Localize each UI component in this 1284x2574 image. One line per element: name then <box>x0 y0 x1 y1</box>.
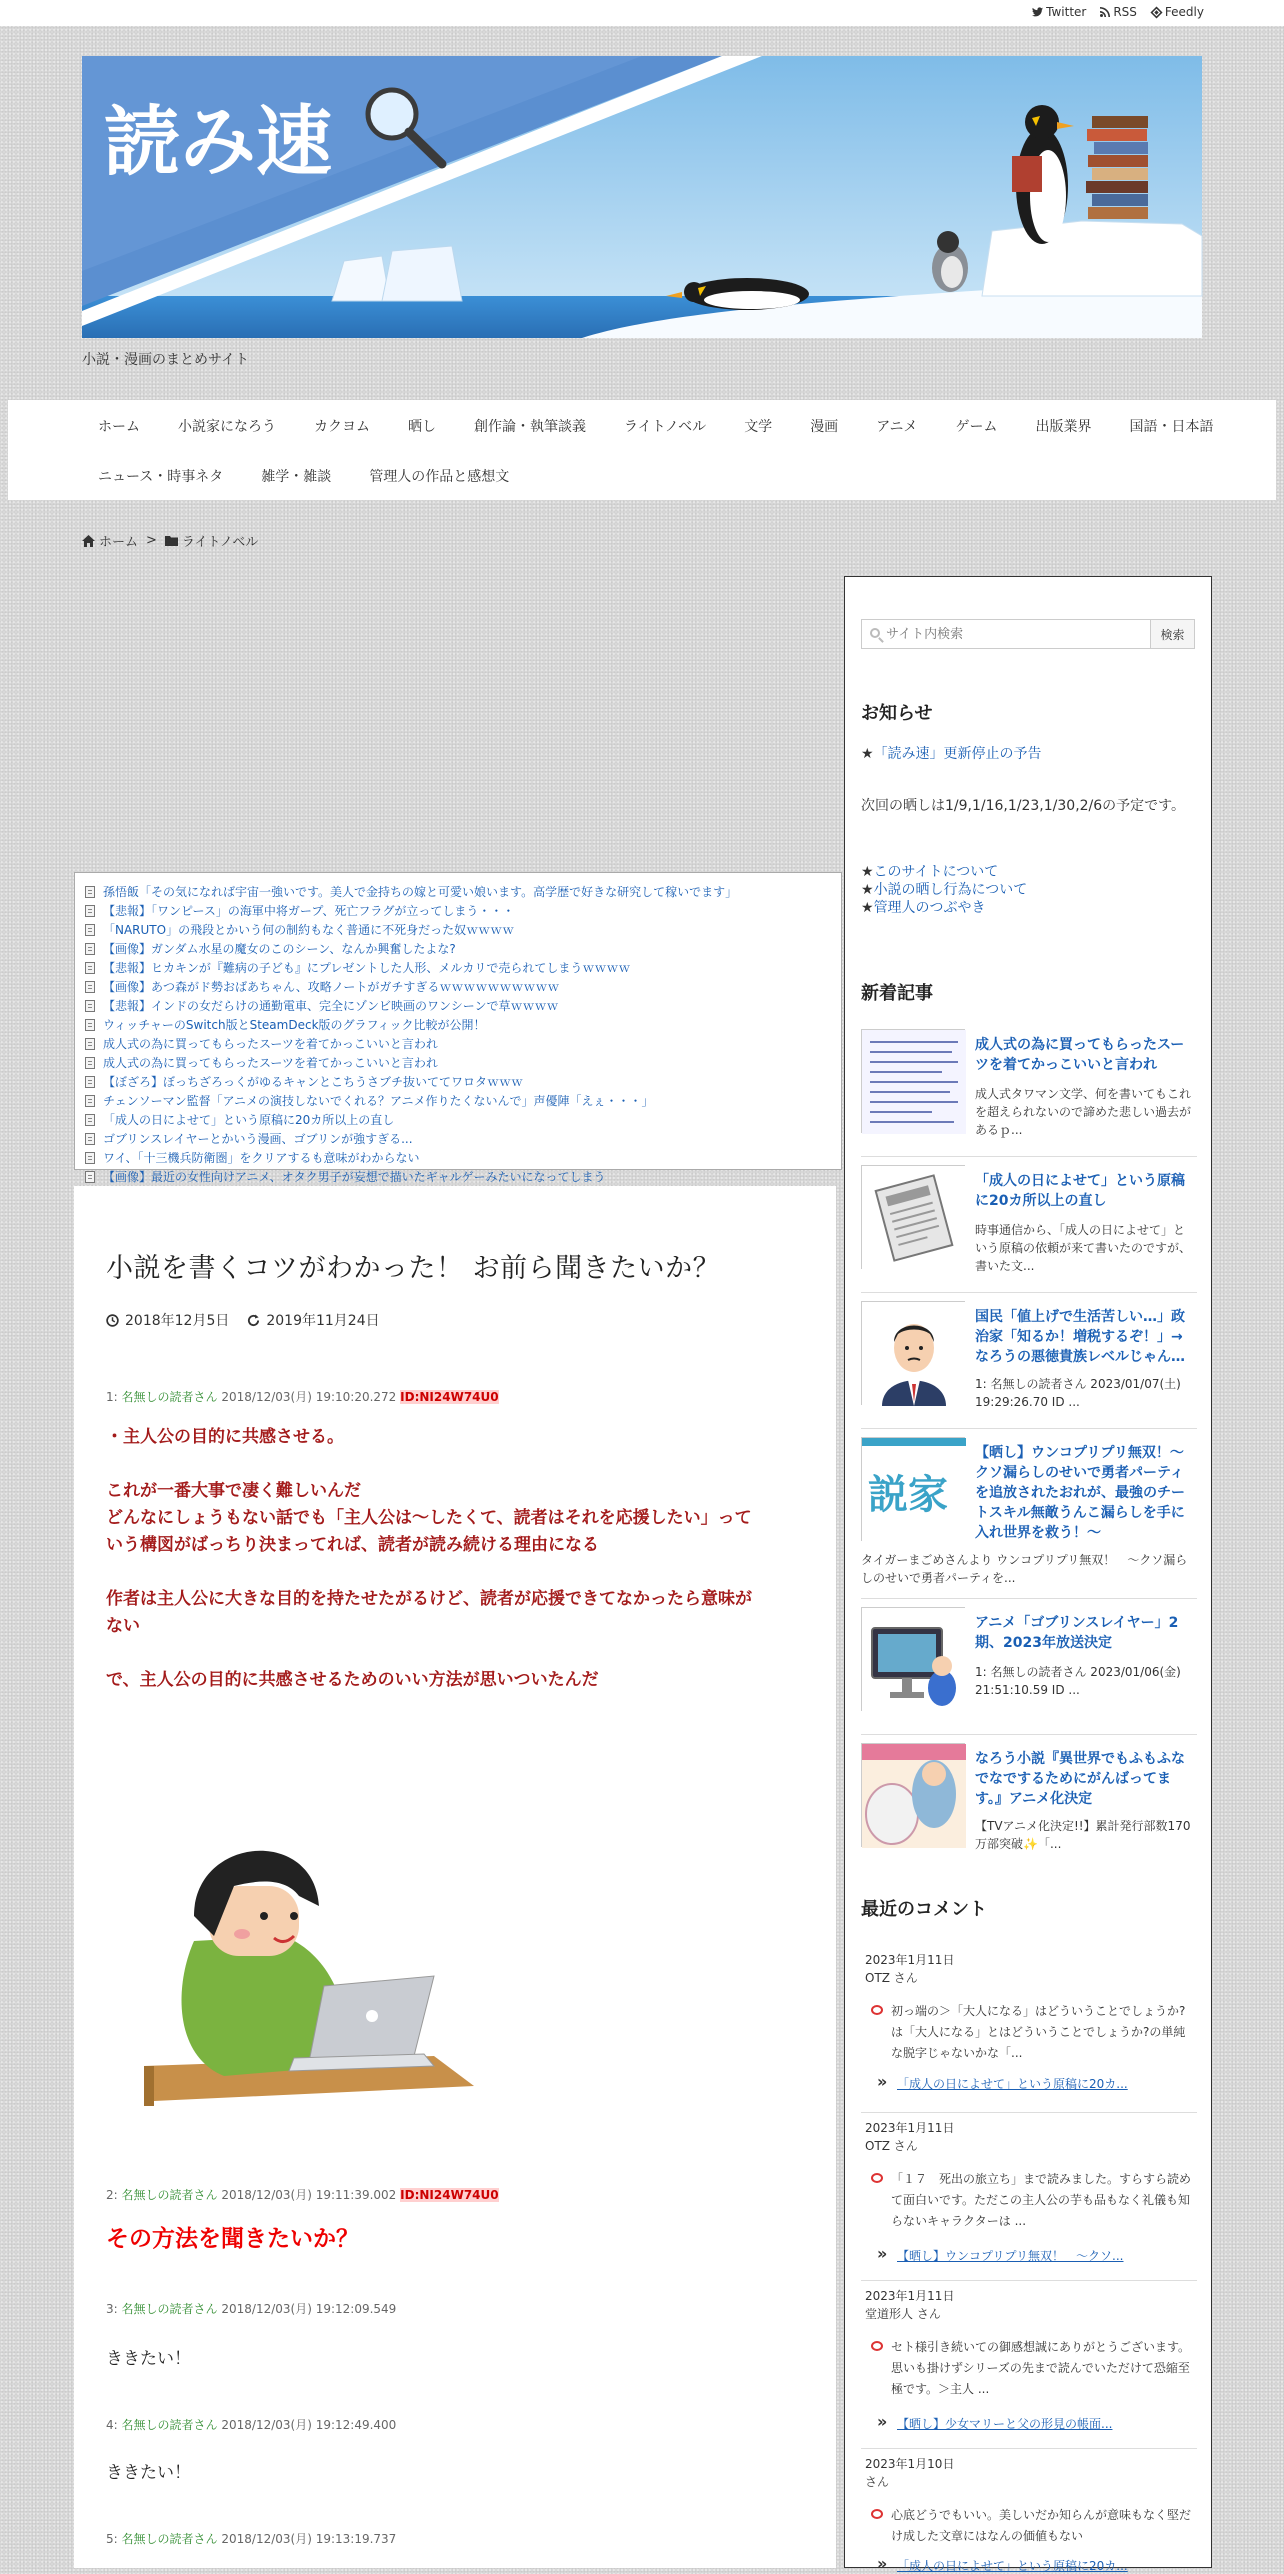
headline-item[interactable]: 孫悟飯「その気になれば宇宙一強いです。美人で金持ちの嫁と可愛い娘います。高学歴で好きな研究して稼いでます」 <box>85 882 831 901</box>
new-article-title[interactable]: 「成人の日によせて」という原稿に20カ所以上の直し <box>975 1173 1185 1209</box>
headline-item[interactable]: 【ぼざろ】ぼっちざろっくがゆるキャンとこちうさブチ抜いててワロタｗｗｗ <box>85 1072 831 1091</box>
document-icon <box>85 981 95 993</box>
rss-link[interactable] <box>1100 5 1137 19</box>
site-tagline: 小説・漫画のまとめサイト <box>82 352 250 368</box>
document-icon <box>85 1000 95 1012</box>
new-article-title[interactable]: 【晒し】ウンコプリプリ無双！〜クソ漏らしのせいで勇者パーティを追放されたおれが、最強のチートスキル無敵うんこ漏らしを手に入れ世界を救う！〜 <box>975 1445 1185 1541</box>
comment-icon <box>871 2341 883 2351</box>
external-headlines <box>74 872 842 1184</box>
new-article-title[interactable]: なろう小説『異世界でもふもふなでなでするためにがんばってます。』アニメ化決定 <box>975 1751 1185 1807</box>
nav-item-news[interactable]: ニュース・時事ネタ <box>98 469 224 485</box>
updated-date: 2019年11月24日 <box>247 1310 379 1330</box>
twitter-icon <box>1032 7 1043 17</box>
recent-comments-heading: 最近のコメント <box>861 1899 987 1920</box>
comment-author: OTZ さん <box>865 2139 918 2153</box>
star-link-item: ★管理人のつぶやき <box>861 900 986 916</box>
comment-date: 2023年1月11日 <box>865 1953 955 1967</box>
nav-item-manga[interactable]: 漫画 <box>810 419 839 435</box>
logo-text: 読み速 <box>104 97 332 186</box>
about-site-link[interactable]: このサイトについて <box>873 864 999 880</box>
site-search <box>861 619 1195 649</box>
global-nav <box>8 400 1276 500</box>
new-article-item[interactable] <box>861 1029 1197 1157</box>
breadcrumb-separator: > <box>146 533 157 548</box>
comment-body: セト様引き続いての御感想誠にありがとうございます。思いも掛けずシリーズの先まで読んでいただけて恐縮至極です。＞主人 ... <box>871 2337 1193 2400</box>
folder-icon <box>165 535 178 546</box>
article-title: 小説を書くコツがわかった！ お前ら聞きたいか？ <box>106 1253 721 1284</box>
social-links <box>1032 5 1204 19</box>
comment-body: 初っ端の＞「大人になる」はどういうことでしょうか?は「大人になる」とはどういうことでしょうか?の単純な脱字じゃないかな「... <box>871 2001 1193 2064</box>
breadcrumb-category-label: ライトノベル <box>181 535 259 550</box>
document-icon <box>85 886 95 898</box>
post-header: 1: 名無しの読者さん 2018/12/03(月) 19:10:20.272 ID:NI24W74U0 <box>106 1390 499 1404</box>
new-article-item[interactable] <box>861 1607 1197 1735</box>
comment-icon <box>871 2509 883 2519</box>
document-icon <box>85 1171 95 1183</box>
headline-item[interactable]: 【画像】最近の女性向けアニメ、オタク男子が妄想で描いたギャルゲーみたいになってしまう <box>85 1167 831 1186</box>
document-icon <box>85 1019 95 1031</box>
headline-item[interactable]: 【悲報】「ワンピース」の海軍中将ガープ、死亡フラグが立ってしまう・・・ <box>85 901 831 920</box>
comment-author: さん <box>865 2475 890 2489</box>
comment-item <box>861 2281 1197 2449</box>
new-article-item[interactable] <box>861 1437 1197 1599</box>
headline-item[interactable]: 【画像】あつ森がド勢おばあちゃん、攻略ノートがガチすぎるｗｗｗｗｗｗｗｗｗｗ <box>85 977 831 996</box>
comment-body: 「１７ 死出の旅立ち」まで読みました。すらすら読めて面白いです。ただこの主人公の芋も品もなく礼儀も知らないキャラクターは ... <box>871 2169 1193 2232</box>
article-thumbnail[interactable] <box>861 1437 965 1541</box>
document-icon <box>85 924 95 936</box>
headline-item[interactable]: 「成人の日によせて」という原稿に20カ所以上の直し <box>85 1110 831 1129</box>
notice-link[interactable]: 「読み速」更新停止の予告 <box>873 746 1042 762</box>
notice-item: ★「読み速」更新停止の予告 <box>861 746 1042 762</box>
document-icon <box>85 1095 95 1107</box>
new-article-title[interactable]: 国民「値上げで生活苦しい…」政治家「知るか！増税するぞ！」→なろうの悪徳貴族レベルじゃん… <box>975 1309 1185 1365</box>
breadcrumb-category[interactable] <box>165 531 258 550</box>
document-icon <box>85 1114 95 1126</box>
nav-item-home[interactable]: ホーム <box>98 419 140 435</box>
new-article-item[interactable] <box>861 1743 1197 1871</box>
document-icon <box>85 905 95 917</box>
sarashi-policy-link[interactable]: 小説の晒し行為について <box>873 882 1028 898</box>
comment-item <box>861 2449 1197 2573</box>
illustration-man-at-laptop <box>114 1766 514 2116</box>
headline-item[interactable]: 「NARUTO」の飛段とかいう何の制約もなく普通に不死身だった奴ｗｗｗｗ <box>85 920 831 939</box>
document-icon <box>85 1133 95 1145</box>
rss-label: RSS <box>1113 5 1137 19</box>
site-banner[interactable] <box>82 56 1202 338</box>
search-icon <box>870 628 880 638</box>
new-article-excerpt: タイガーまごめさんより ウンコプリプリ無双！ 〜クソ漏らしのせいで勇者パーティを... <box>861 1553 1188 1585</box>
comment-article-link[interactable]: » 【晒し】少女マリーと父の形見の帳面... <box>875 2415 1112 2432</box>
star-link-item: ★このサイトについて <box>861 864 999 880</box>
sidebar <box>844 576 1212 2573</box>
twitter-link[interactable] <box>1032 5 1086 19</box>
headline-item[interactable]: チェンソーマン監督「アニメの演技しないでくれる？アニメ作りたくないんで」声優陣「えぇ・・・」 <box>85 1091 831 1110</box>
headline-item[interactable]: ウィッチャーのSwitch版とSteamDeck版のグラフィック比較が公開！ <box>85 1015 831 1034</box>
comment-article-link[interactable]: » 「成人の日によせて」という原稿に20カ... <box>875 2557 1128 2574</box>
search-input[interactable] <box>862 620 1150 648</box>
comment-author: OTZ さん <box>865 1971 918 1985</box>
new-article-title[interactable]: アニメ「ゴブリンスレイヤー」2期、2023年放送決定 <box>975 1615 1179 1651</box>
comment-item <box>861 2113 1197 2281</box>
comment-article-link[interactable]: » 【晒し】ウンコプリプリ無双！ 〜クソ... <box>875 2247 1124 2264</box>
rss-icon <box>1100 7 1110 17</box>
breadcrumb-home-label: ホーム <box>99 535 139 550</box>
nav-item-publishing[interactable]: 出版業界 <box>1035 419 1092 435</box>
headline-item[interactable]: 成人式の為に買ってもらったスーツを着てかっこいいと言われ <box>85 1034 831 1053</box>
headline-item[interactable]: ゴブリンスレイヤーとかいう漫画、ゴブリンが強すぎる... <box>85 1129 831 1148</box>
new-articles-heading: 新着記事 <box>861 983 933 1004</box>
post-body-4: ききたい！ <box>106 2463 191 2483</box>
nav-item-anime[interactable]: アニメ <box>876 419 918 435</box>
nav-item-kakuyomu[interactable]: カクヨム <box>314 419 370 435</box>
headline-item[interactable]: 【画像】ガンダム水星の魔女のこのシーン、なんか興奮したよな? <box>85 939 831 958</box>
search-button[interactable]: 検索 <box>1150 620 1194 648</box>
document-icon <box>85 1152 95 1164</box>
nav-item-zatsugaku[interactable]: 雑学・雑談 <box>261 469 332 485</box>
post-body-1: ・主人公の目的に共感させる。 これが一番大事で凄く難しいんだ どんなにしょうもない話でも「主人公は～したくて、読者はそれを応援したい」って いう構図がばっちり決まってれば、読者が読み続ける理由になる 作者は主人公に大きな目的を持たせたがるけど、読者が応援できてなかったら意味が ない で、主人公の目的に共感させるためのいい方法が思いついたんだ <box>106 1427 752 1690</box>
admin-tweets-link[interactable]: 管理人のつぶやき <box>873 900 986 916</box>
comment-body: 心底どうでもいい。美しいだか知らんが意味もなく堅だけ成した文章にはなんの価値もない <box>871 2505 1193 2547</box>
new-article-title[interactable]: 成人式の為に買ってもらったスーツを着てかっこいいと言われ <box>975 1037 1185 1073</box>
breadcrumb <box>82 531 258 550</box>
comment-author: 堂道形人 さん <box>865 2307 941 2321</box>
post-header: 4: 名無しの読者さん 2018/12/03(月) 19:12:49.400 <box>106 2418 397 2432</box>
comment-icon <box>871 2005 883 2015</box>
breadcrumb-home[interactable] <box>82 531 138 550</box>
comment-item <box>861 1945 1197 2113</box>
nav-item-narou[interactable]: 小説家になろう <box>178 419 276 435</box>
nav-row-2 <box>90 466 539 486</box>
top-bar <box>0 0 1284 26</box>
star-link-item: ★小説の晒し行為について <box>861 882 1028 898</box>
feedly-label: Feedly <box>1164 5 1204 19</box>
nav-item-bungaku[interactable]: 文学 <box>744 419 773 435</box>
notice-heading: お知らせ <box>861 703 933 724</box>
post-header: 2: 名無しの読者さん 2018/12/03(月) 19:11:39.002 ID:NI24W74U0 <box>106 2188 499 2202</box>
svg-text:説家: 説家 <box>868 1472 948 1518</box>
refresh-icon <box>247 1314 260 1327</box>
new-article-item[interactable] <box>861 1301 1197 1429</box>
document-icon <box>85 1038 95 1050</box>
post-header: 3: 名無しの読者さん 2018/12/03(月) 19:12:09.549 <box>106 2302 397 2316</box>
nav-row-1 <box>90 416 1244 436</box>
headline-item[interactable]: 成人式の為に買ってもらったスーツを着てかっこいいと言われ <box>85 1053 831 1072</box>
nav-item-kokugo[interactable]: 国語・日本語 <box>1129 419 1214 435</box>
article-thumbnail[interactable] <box>861 1301 965 1405</box>
comment-date: 2023年1月10日 <box>865 2457 955 2471</box>
article-thumbnail[interactable] <box>861 1743 965 1847</box>
nav-item-sosakuron[interactable]: 創作論・執筆談義 <box>474 419 586 435</box>
article-thumbnail[interactable] <box>861 1165 965 1269</box>
clock-icon <box>106 1314 119 1327</box>
document-icon <box>85 1076 95 1088</box>
headline-item[interactable]: ワイ、「十三機兵防衛圏」をクリアするも意味がわからない <box>85 1148 831 1167</box>
post-body-3: ききたい！ <box>106 2349 191 2369</box>
new-article-item[interactable] <box>861 1165 1197 1293</box>
article <box>74 1186 836 2568</box>
nav-item-light-novel[interactable]: ライトノベル <box>624 419 707 435</box>
new-article-excerpt: 時事通信から、「成人の日によせて」という原稿の依頼が来て書いたのですが、書いた文... <box>975 1223 1192 1273</box>
comment-date: 2023年1月11日 <box>865 2289 955 2303</box>
document-icon <box>85 943 95 955</box>
nav-item-sarashi[interactable]: 晒し <box>408 419 436 435</box>
nav-item-game[interactable]: ゲーム <box>955 419 998 435</box>
comment-icon <box>871 2173 883 2183</box>
headline-item[interactable]: 【悲報】ヒカキンが『難病の子ども』にプレゼントした人形、メルカリで売られてしまうｗｗｗｗ <box>85 958 831 977</box>
new-article-excerpt: 【TVアニメ化決定!!】累計発行部数170万部突破✨「... <box>975 1819 1191 1851</box>
article-dates <box>106 1310 380 1330</box>
nav-item-admin-works[interactable]: 管理人の作品と感想文 <box>369 469 510 485</box>
article-thumbnail[interactable] <box>861 1029 965 1133</box>
new-article-excerpt: 1: 名無しの読者さん 2023/01/06(金) 21:51:10.59 ID ... <box>975 1665 1181 1697</box>
notice-text: 次回の晒しは1/9,1/16,1/23,1/30,2/6の予定です。 <box>861 798 1186 814</box>
feedly-icon <box>1151 7 1162 18</box>
comment-article-link[interactable]: » 「成人の日によせて」という原稿に20カ... <box>875 2075 1128 2092</box>
new-article-excerpt: 1: 名無しの読者さん 2023/01/07(土) 19:29:26.70 ID ... <box>975 1377 1181 1409</box>
posted-date: 2018年12月5日 <box>106 1310 229 1330</box>
headline-item[interactable]: 【悲報】インドの女だらけの通勤電車、完全にゾンビ映画のワンシーンで草ｗｗｗｗ <box>85 996 831 1015</box>
twitter-label: Twitter <box>1046 5 1087 19</box>
post-header: 5: 名無しの読者さん 2018/12/03(月) 19:13:19.737 <box>106 2532 397 2546</box>
home-icon <box>82 535 95 547</box>
post-body-2: その方法を聞きたいか？ <box>106 2226 359 2252</box>
comment-date: 2023年1月11日 <box>865 2121 955 2135</box>
new-article-excerpt: 成人式タワマン文学、何を書いてもこれを超えられないので諦めた悲しい過去があるｐ... <box>975 1087 1192 1137</box>
ad-space <box>74 578 840 868</box>
article-thumbnail[interactable] <box>861 1607 965 1711</box>
document-icon <box>85 1057 95 1069</box>
document-icon <box>85 962 95 974</box>
feedly-link[interactable] <box>1151 5 1204 19</box>
